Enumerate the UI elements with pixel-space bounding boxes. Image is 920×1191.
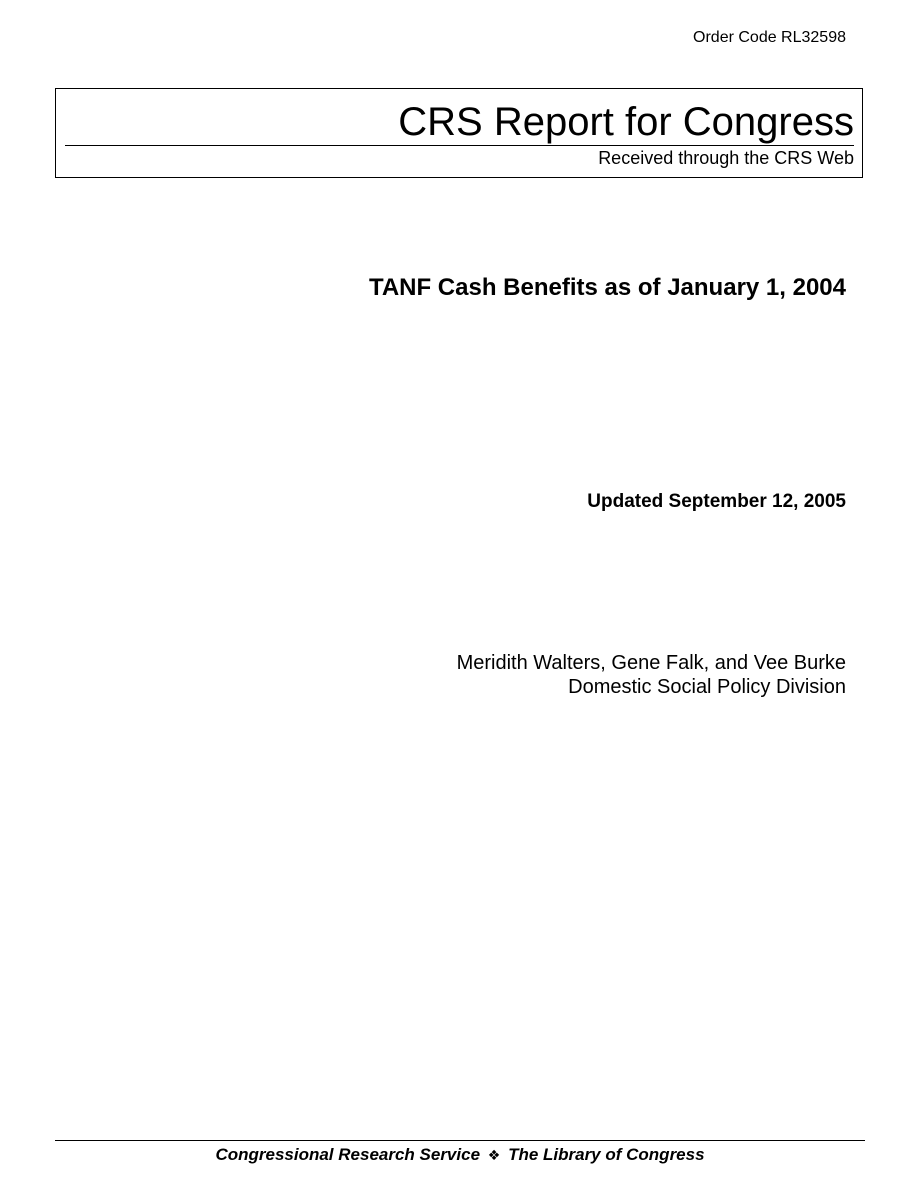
report-header-box — [55, 88, 863, 178]
footer-library: The Library of Congress — [508, 1145, 705, 1164]
author-block — [457, 651, 846, 699]
order-code: Order Code RL32598 — [693, 29, 846, 46]
footer-divider — [55, 1140, 865, 1141]
updated-date: Updated September 12, 2005 — [587, 491, 846, 512]
footer — [55, 1144, 865, 1166]
report-source-line: Received through the CRS Web — [598, 148, 854, 168]
header-divider — [65, 145, 854, 146]
division: Domestic Social Policy Division — [568, 676, 846, 698]
authors: Meridith Walters, Gene Falk, and Vee Burke — [456, 652, 846, 674]
footer-organization: Congressional Research Service — [215, 1145, 481, 1164]
report-series-title: CRS Report for Congress — [398, 100, 854, 144]
document-title: TANF Cash Benefits as of January 1, 2004 — [368, 274, 846, 301]
diamond-separator-icon: ❖ — [487, 1147, 501, 1163]
